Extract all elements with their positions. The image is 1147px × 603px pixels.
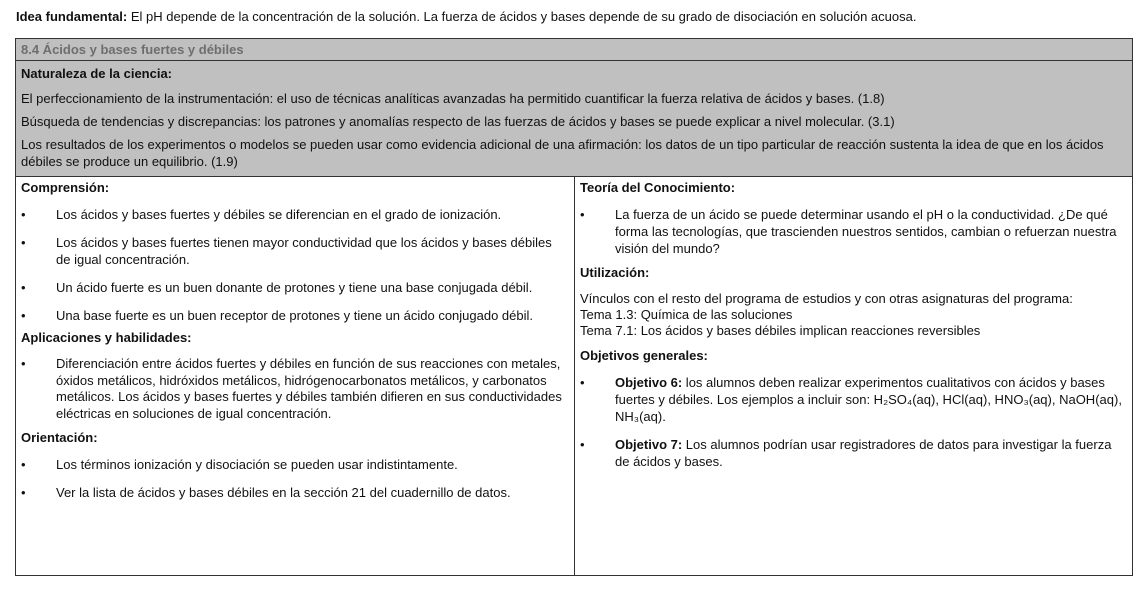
utilizacion-heading: Utilización: (580, 265, 650, 280)
list-item: • Los ácidos y bases fuertes y débiles se diferencian en el grado de ionización. (21, 206, 569, 223)
list-item: • La fuerza de un ácido se puede determinar usando el pH o la conductividad. ¿De qué forma las tecnologías, que trascienden nuestros sentidos, cambian o refuerzan nuestra visión del mundo? (580, 206, 1127, 257)
naturaleza-section (16, 61, 1133, 177)
list-item: • Ver la lista de ácidos y bases débiles en la sección 21 del cuadernillo de datos. (21, 484, 569, 501)
naturaleza-heading: Naturaleza de la ciencia: (21, 66, 173, 81)
naturaleza-paragraph: Los resultados de los experimentos o modelos se pueden usar como evidencia adicional de una afirmación: los datos de un tipo particular de reacción sustenta la idea de que en los ácidos débiles se produce un equilibrio. (1.9) (21, 137, 1104, 169)
topic-table (15, 38, 1133, 576)
list-item: • Los términos ionización y disociación se pueden usar indistintamente. (21, 456, 569, 473)
utilizacion-line: Tema 1.3: Química de las soluciones (580, 307, 793, 322)
right-column (575, 177, 1133, 576)
idea-fundamental (16, 9, 916, 24)
aplicaciones-list (21, 356, 569, 422)
utilizacion-text (580, 291, 1127, 339)
utilizacion-line: Tema 7.1: Los ácidos y bases débiles implican reacciones reversibles (580, 323, 981, 338)
objetivo-label: Objetivo 7: (615, 437, 683, 452)
list-item: • Un ácido fuerte es un buen donante de protones y tiene una base conjugada débil. (21, 279, 569, 296)
list-item: • Una base fuerte es un buen receptor de protones y tiene un ácido conjugado débil. (21, 307, 569, 324)
objetivo-text: los alumnos deben realizar experimentos cualitativos con ácidos y bases fuertes y débiles. Los ejemplos a incluir son: H₂SO₄(aq), HCl(aq), HNO₃(aq), NaOH(aq), NH₃(aq). (615, 375, 1122, 424)
topic-title: 8.4 Ácidos y bases fuertes y débiles (16, 39, 1133, 61)
aplicaciones-heading: Aplicaciones y habilidades: (21, 330, 192, 345)
list-item: • Diferenciación entre ácidos fuertes y débiles en función de sus reacciones con metales, óxidos metálicos, hidróxidos metálicos, hidrógenocarbonatos metálicos, y carbonatos metálicos. Los ácidos y bases fuertes y débiles también difieren en sus conductividades eléctricas en soluciones de igual concentración. (21, 356, 569, 422)
orientacion-list (21, 456, 569, 501)
teoria-heading: Teoría del Conocimiento: (580, 180, 736, 195)
objetivos-list (580, 374, 1127, 470)
comprension-heading: Comprensión: (21, 180, 110, 195)
idea-text: El pH depende de la concentración de la solución. La fuerza de ácidos y bases depende de su grado de disociación en solución acuosa. (127, 9, 917, 24)
naturaleza-paragraph: El perfeccionamiento de la instrumentación: el uso de técnicas analíticas avanzadas ha permitido cuantificar la fuerza relativa de ácidos y bases. (1.8) (21, 91, 885, 106)
naturaleza-paragraph: Búsqueda de tendencias y discrepancias: los patrones y anomalías respecto de las fuerzas de ácidos y bases se puede explicar a nivel molecular. (3.1) (21, 114, 895, 129)
teoria-list (580, 206, 1127, 257)
objetivo-text: Los alumnos podrían usar registradores de datos para investigar la fuerza de ácidos y bases. (615, 437, 1112, 469)
comprension-list (21, 206, 569, 324)
list-item (580, 374, 1127, 425)
left-column (16, 177, 575, 576)
idea-label: Idea fundamental: (16, 9, 128, 24)
list-item: • Los ácidos y bases fuertes tienen mayor conductividad que los ácidos y bases débiles de igual concentración. (21, 234, 569, 268)
objetivo-label: Objetivo 6: (615, 375, 683, 390)
utilizacion-intro: Vínculos con el resto del programa de estudios y con otras asignaturas del programa: (580, 291, 1073, 306)
orientacion-heading: Orientación: (21, 430, 98, 445)
list-item (580, 436, 1127, 470)
objetivos-heading: Objetivos generales: (580, 348, 708, 363)
